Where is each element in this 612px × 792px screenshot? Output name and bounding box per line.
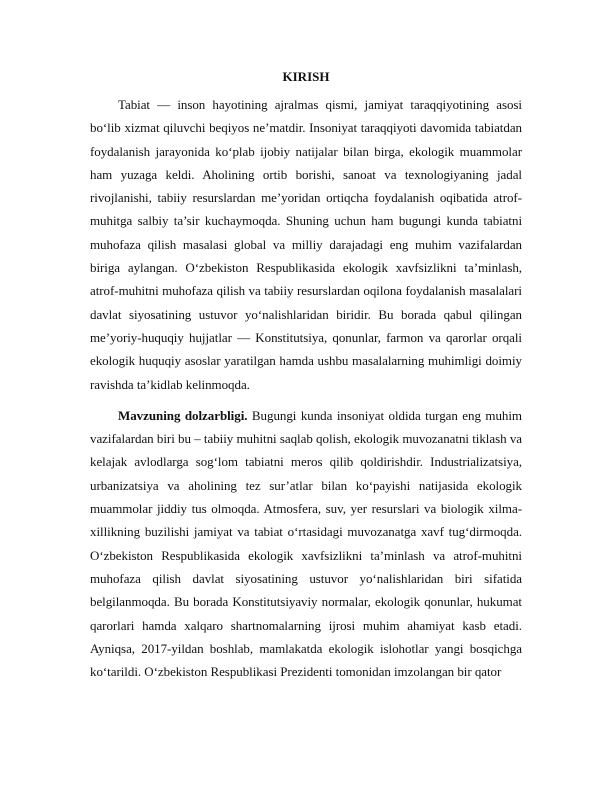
intro-paragraph <box>90 93 522 396</box>
relevance-paragraph <box>90 404 522 684</box>
document-body <box>90 69 522 683</box>
relevance-paragraph-text: Bugungi kunda insoniyat oldida turgan eng muhim vazifalardan biri bu – tabiiy muhitni saqlab qolish, ekologik muvozanatni tiklash va kelajak avlodlarga sog‘lom tabiatni meros qilib qoldirishdir. Industrializatsiya, urbanizatsiya va aholining tez sur’atlar bilan ko‘payishi natijasida ekologik muammolar jiddiy tus olmoqda. Atmosfera, suv, yer resurslari va biologik xilma-xillikning buzilishi jamiyat va tabiat o‘rtasidagi muvozanatga xavf tug‘dirmoqda. O‘zbekiston Respublikasida ekologik xavfsizlikni ta’minlash va atrof-muhitni muhofaza qilish davlat siyosatining ustuvor yo‘nalishlaridan biri sifatida belgilanmoqda. Bu borada Konstitutsiyaviy normalar, ekologik qonunlar, hukumat qarorlari hamda xalqaro shartnomalarning ijrosi muhim ahamiyat kasb etadi. Ayniqsa, 2017-yildan boshlab, mamlakatda ekologik islohotlar yangi bosqichga ko‘tarildi. O‘zbekiston Respublikasi Prezidenti tomonidan imzolangan bir qator <box>90 407 522 680</box>
section-heading: KIRISH <box>282 69 330 84</box>
intro-paragraph-text: Tabiat — inson hayotining ajralmas qismi, jamiyat taraqqiyotining asosi bo‘lib xizmat qiluvchi beqiyos ne’matdir. Insoniyat taraqqiyoti davomida tabiatdan foydalanish jarayonida ko‘plab ijobiy natijalar bilan birga, ekologik muammolar ham yuzaga keldi. Aholining ortib borishi, sanoat va texnologiyaning jadal rivojlanishi, tabiiy resurslardan me’yoridan ortiqcha foydalanish oqibatida atrof-muhitga salbiy ta’sir kuchaymoqda. Shuning uchun ham bugungi kunda tabiatni muhofaza qilish masalasi global va milliy darajadagi eng muhim vazifalardan biriga aylangan. O‘zbekiston Respublikasida ekologik xavfsizlikni ta’minlash, atrof-muhitni muhofaza qilish va tabiiy resurslardan oqilona foydalanish masalalari davlat siyosatining ustuvor yo‘nalishlaridan biridir. Bu borada qabul qilingan me’yoriy-huquqiy hujjatlar — Konstitutsiya, qonunlar, farmon va qarorlar orqali ekologik huquqiy asoslar yaratilgan hamda ushbu masalalarning muhimligi doimiy ravishda ta’kidlab kelinmoqda. <box>90 97 522 392</box>
relevance-lead: Mavzuning dolzarbligi. <box>118 407 248 423</box>
